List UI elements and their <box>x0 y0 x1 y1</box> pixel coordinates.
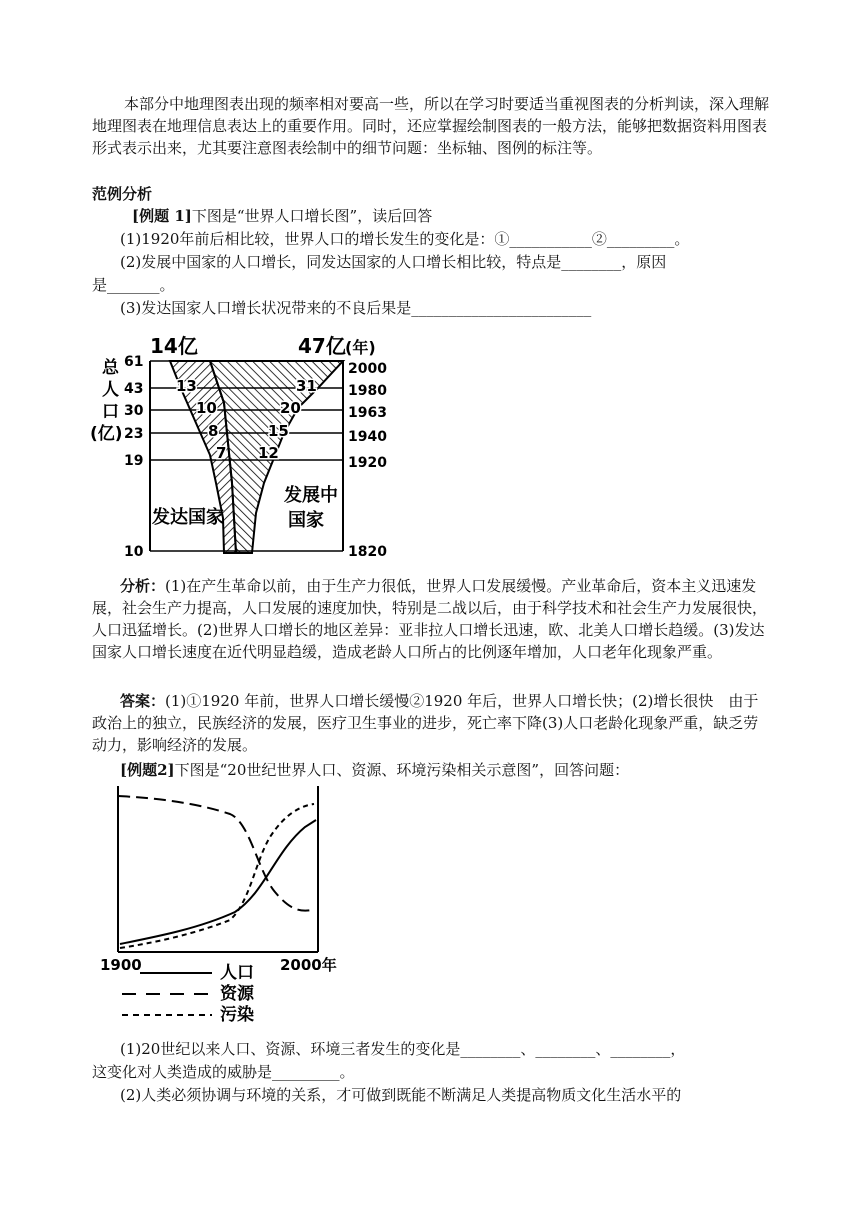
developed-value-1980: 10 <box>196 399 217 417</box>
developing-label-line2: 国家 <box>288 510 324 531</box>
legend-resource: 资源 <box>220 984 254 1004</box>
example2-title <box>120 759 629 781</box>
year-1920: 1920 <box>348 455 387 471</box>
example1-q2b: 是_______。 <box>92 276 175 294</box>
developing-value-1940: 12 <box>258 444 279 462</box>
example2-title-text: 下图是“20世纪世界人口、资源、环境污染相关示意图”，回答问题： <box>174 761 630 779</box>
example1-tag: [例题 1] <box>132 207 192 225</box>
x-end-label: 2000年 <box>280 956 337 974</box>
answer-paragraph <box>92 690 772 756</box>
answer-text: (1)①1920 年前，世界人口增长缓慢②1920 年后，世界人口增长快；(2)增长很快 由于政治上的独立，民族经济的发展，医疗卫生事业的进步，死亡率下降(3)人口老龄化现象严重，缺乏劳动力，影响经济的发展。 <box>92 692 759 754</box>
developed-value-1940: 7 <box>216 444 227 462</box>
tick-19: 19 <box>124 453 144 469</box>
legend-pollution: 污染 <box>220 1005 254 1022</box>
developed-value-2000: 13 <box>176 377 197 395</box>
year-2000: 2000 <box>348 361 387 377</box>
legend-population: 人口 <box>220 963 254 983</box>
analysis-tag: 分析： <box>120 577 166 595</box>
example2-q2: (2)人类必须协调与环境的关系，才可做到既能不断满足人类提高物质文化生活水平的 <box>120 1086 682 1104</box>
example1-q1: (1)1920年前后相比较，世界人口的增长发生的变化是：①___________②_________。 <box>120 230 690 248</box>
yaxis-char-3: 口 <box>102 402 119 422</box>
intro-paragraph: 本部分中地理图表出现的频率相对要高一些，所以在学习时要适当重视图表的分析判读，深入理解地理图表在地理信息表达上的重要作用。同时，还应掌握绘制图表的一般方法，能够把数据资料用图表形式表示出来，尤其要注意图表绘制中的细节问题：坐标轴、图例的标注等。 <box>92 95 770 157</box>
developed-label: 发达国家 <box>152 507 224 528</box>
tick-43: 43 <box>124 381 144 397</box>
developing-value-1980: 20 <box>280 399 301 417</box>
population-resource-pollution-figure <box>100 782 360 1022</box>
example1-q3: (3)发达国家人口增长状况带来的不良后果是________________________ <box>120 299 592 317</box>
developed-value-1963: 8 <box>208 422 219 440</box>
year-1963: 1963 <box>348 405 387 421</box>
answer-tag: 答案： <box>120 692 166 710</box>
example2-q1b: 这变化对人类造成的威胁是_________。 <box>92 1063 355 1081</box>
analysis-text: (1)在产生革命以前，由于生产力很低，世界人口发展缓慢。产业革命后，资本主义迅速发展，社会生产力提高，人口发展的速度加快，特别是二战以后，由于科学技术和社会生产力发展很快，人口迅猛增长。(2)世界人口增长的地区差异：亚非拉人口增长迅速，欧、北美人口增长趋缓。(3)发达国家人口增长速度在近代明显趋缓，造成老龄人口所占的比例逐年增加，人口老年化现象严重。 <box>92 577 768 661</box>
tick-30: 30 <box>124 403 144 419</box>
tick-61: 61 <box>124 354 144 370</box>
example2-q1a: (1)20世纪以来人口、资源、环境三者发生的变化是________、________、________， <box>120 1040 686 1058</box>
developing-label-line1: 发展中 <box>284 485 338 506</box>
year-1940: 1940 <box>348 429 387 445</box>
year-1820: 1820 <box>348 544 387 560</box>
example1-title-text: 下图是“世界人口增长图”，读后回答 <box>191 207 433 225</box>
pollution-curve <box>120 804 314 948</box>
example1-title <box>132 205 432 227</box>
top-left-total: 14亿 <box>150 334 198 358</box>
developing-value-2000: 31 <box>296 377 317 395</box>
tick-23: 23 <box>124 426 144 442</box>
year-1980: 1980 <box>348 383 387 399</box>
x-start-label: 1900 <box>100 956 142 974</box>
tick-10: 10 <box>124 544 144 560</box>
yaxis-char-1: 总 <box>102 358 119 378</box>
developing-value-1963: 15 <box>268 422 289 440</box>
yaxis-char-4: (亿) <box>90 424 123 444</box>
top-right-total: 47亿 <box>298 334 346 358</box>
example1-q2a: (2)发展中国家的人口增长，同发达国家的人口增长相比较，特点是________，原因 <box>120 253 667 271</box>
section-heading: 范例分析 <box>92 185 153 203</box>
example2-tag: [例题2] <box>120 761 175 779</box>
yaxis-char-2: 人 <box>102 380 119 400</box>
year-unit: (年) <box>345 338 376 357</box>
analysis-paragraph <box>92 575 772 663</box>
population-growth-figure <box>88 333 398 563</box>
